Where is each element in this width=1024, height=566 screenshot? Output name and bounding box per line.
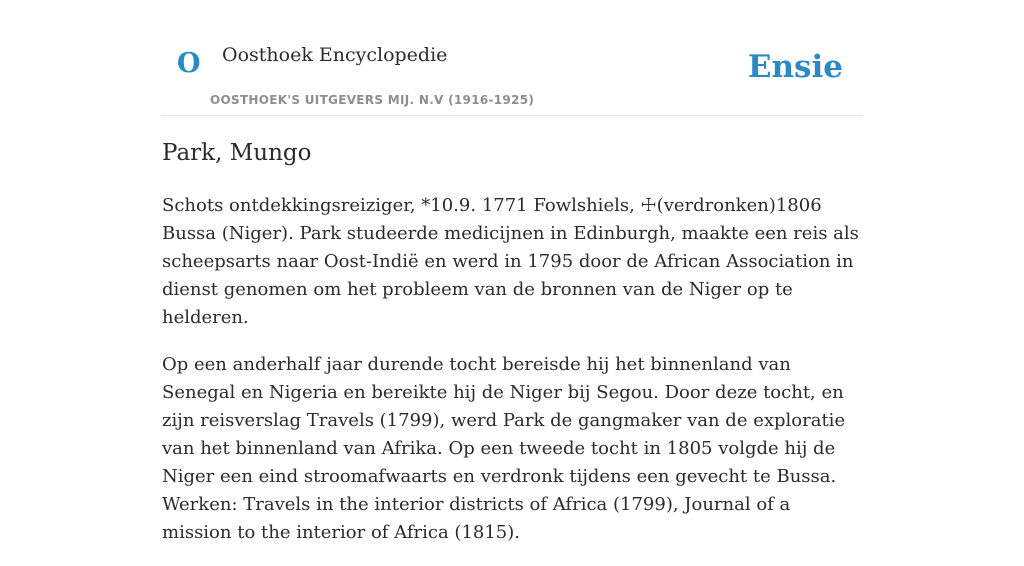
article-body [162, 192, 862, 566]
article-paragraph: Op een anderhalf jaar durende tocht bereisde hij het binnenland van Senegal en Nigeria en bereikte hij de Niger bij Segou. Door deze tocht, en zijn reisverslag Travels (1799), werd Park de gangmaker van de exploratie van het binnenland van Afrika. Op een tweede tocht in 1805 volgde hij de Niger een eind stroomafwaarts en verdronk tijdens een gevecht te Bussa. Werken: Travels in the interior districts of Africa (1799), Journal of a mission to the interior of Africa (1815). [162, 354, 846, 543]
page [162, 0, 862, 543]
site-title[interactable]: Oosthoek Encyclopedie [222, 44, 448, 66]
publisher-label: OOSTHOEK'S UITGEVERS MIJ. N.V (1916-1925) [210, 93, 535, 107]
logo-icon[interactable]: O [177, 48, 201, 79]
article-paragraph: Schots ontdekkingsreiziger, *10.9. 1771 Fowlshiels, ☩(verdronken)1806 Bussa (Niger). Park studeerde medicijnen in Edinburgh, maakte een reis als scheepsarts naar Oost-Indië en werd in 1795 door de African Association in dienst genomen om het probleem van de bronnen van de Niger op te helderen. [162, 195, 859, 328]
brand-logo[interactable]: Ensie [747, 49, 843, 85]
header [162, 0, 862, 116]
article-title: Park, Mungo [162, 140, 312, 166]
